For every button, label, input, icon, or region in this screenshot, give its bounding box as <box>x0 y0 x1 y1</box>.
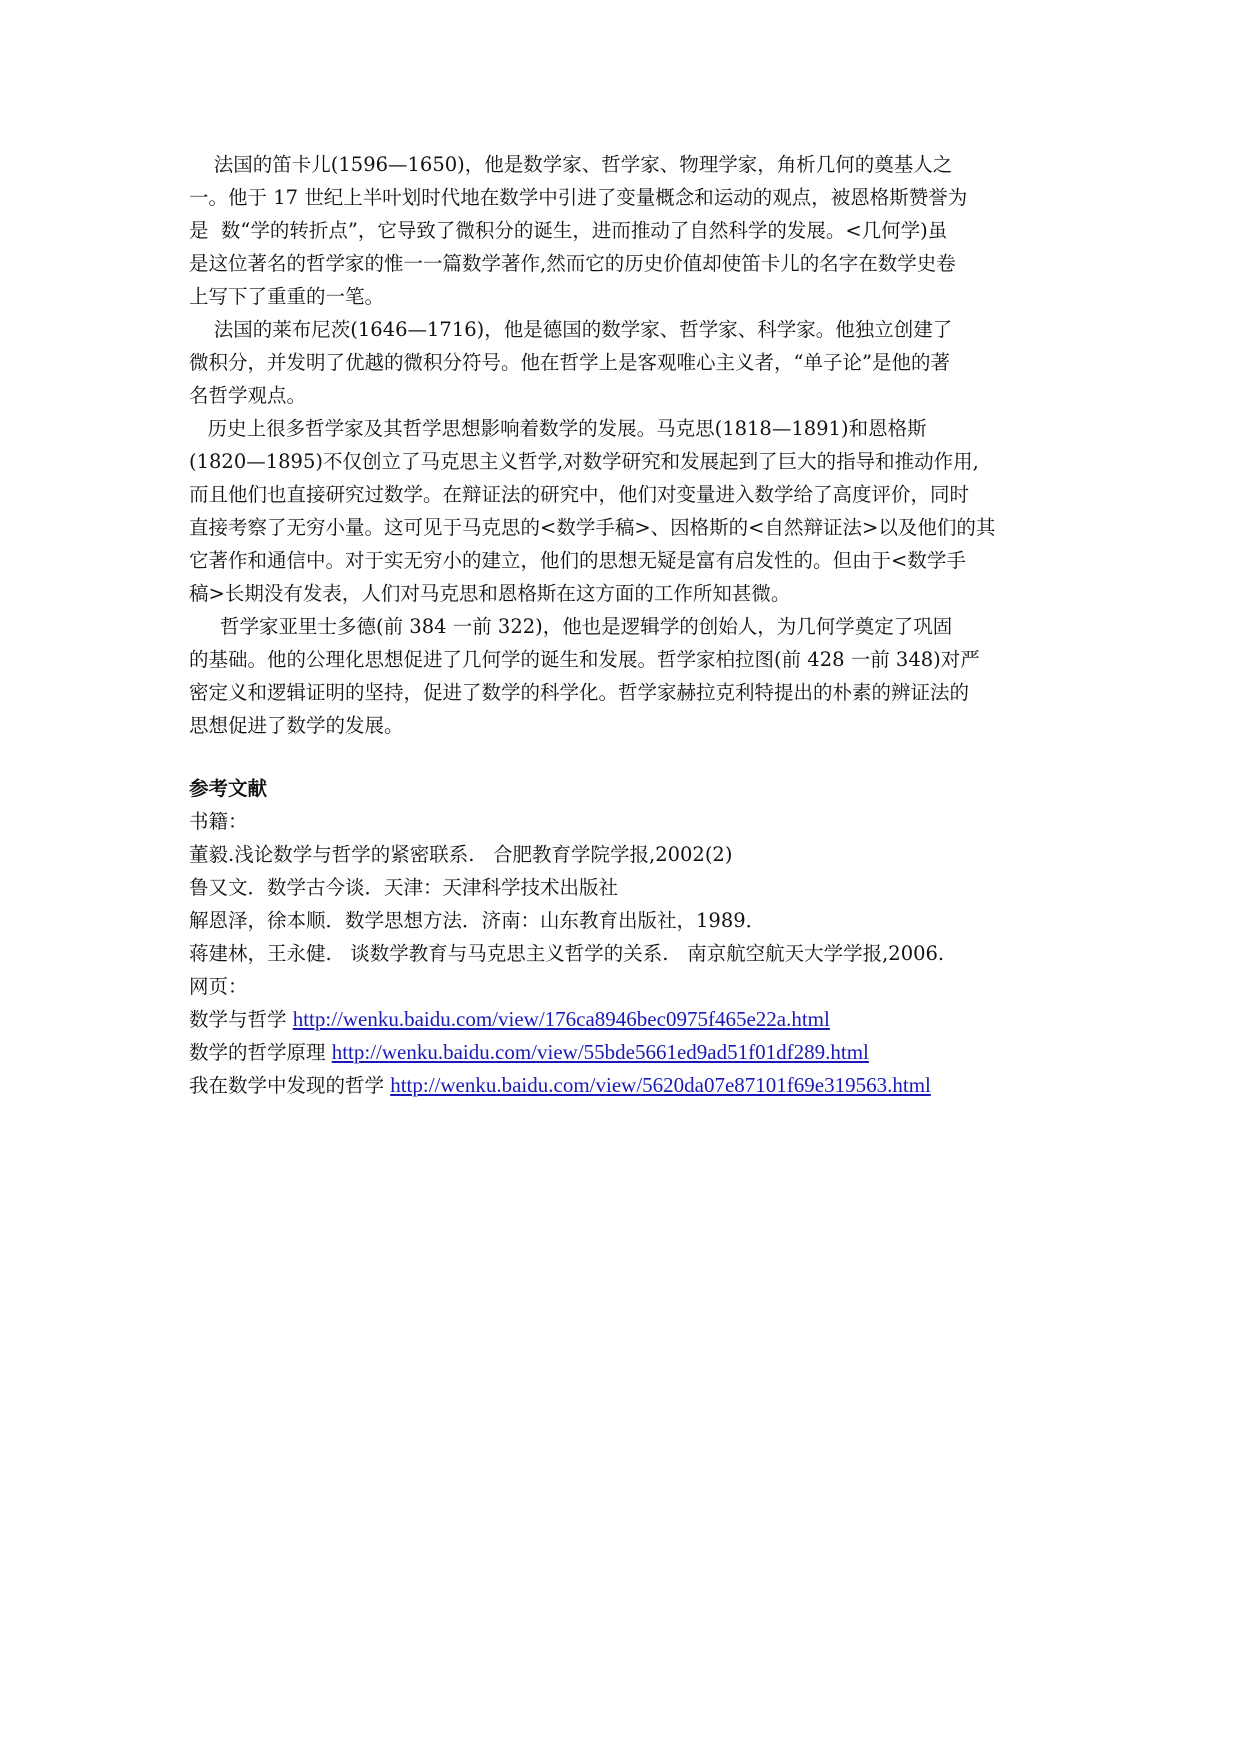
body-line: 而且他们也直接研究过数学。在辩证法的研究中，他们对变量进入数学给了高度评价，同时 <box>189 483 970 506</box>
web-reference-title: 我在数学中发现的哲学 <box>189 1074 391 1097</box>
web-reference-list <box>189 1003 1059 1102</box>
body-line: (1820—1895)不仅创立了马克思主义哲学,对数学研究和发展起到了巨大的指导和推动作用, <box>189 450 979 473</box>
body-line: 法国的笛卡儿(1596—1650)，他是数学家、哲学家、物理学家，角析几何的奠基人之 <box>189 153 953 176</box>
body-line: 是 数“学的转折点”，它导致了微积分的诞生，进而推动了自然科学的发展。<几何学)虽 <box>189 219 948 242</box>
body-line: 稿>长期没有发表，人们对马克思和恩格斯在这方面的工作所知甚微。 <box>189 582 791 605</box>
web-reference-link[interactable]: http://wenku.baidu.com/view/55bde5661ed9ad51f01df289.html <box>331 1040 869 1064</box>
body-line: 上写下了重重的一笔。 <box>189 285 385 308</box>
body-line: 法国的莱布尼茨(1646—1716)，他是德国的数学家、哲学家、科学家。他独立创建了 <box>189 318 953 341</box>
web-reference-link[interactable]: http://wenku.baidu.com/view/176ca8946bec0975f465e22a.html <box>292 1007 830 1031</box>
web-reference-title: 数学与哲学 <box>189 1008 293 1031</box>
book-reference: 蒋建林，王永健. 谈数学教育与马克思主义哲学的关系. 南京航空航天大学学报,2006. <box>189 942 945 965</box>
document-page <box>189 148 1059 1102</box>
books-label: 书籍： <box>189 810 248 833</box>
body-line: 直接考察了无穷小量。这可见于马克思的<数学手稿>、因格斯的<自然辩证法>以及他们的其 <box>189 516 996 539</box>
references-heading: 参考文献 <box>189 777 268 800</box>
body-line: 思想促进了数学的发展。 <box>189 714 404 737</box>
body-line: 哲学家亚里士多德(前 384 一前 322)，他也是逻辑学的创始人，为几何学奠定了巩固 <box>189 615 953 638</box>
paragraph-aristotle-plato <box>189 610 1059 742</box>
book-reference: 解恩泽，徐本顺．数学思想方法．济南：山东教育出版社，1989． <box>189 909 766 932</box>
body-line: 的基础。他的公理化思想促进了几何学的诞生和发展。哲学家柏拉图(前 428 一前 348)对严 <box>189 648 980 671</box>
web-label: 网页： <box>189 975 248 998</box>
paragraph-marx-engels <box>189 412 1059 610</box>
web-reference <box>189 1003 1059 1036</box>
body-line: 它著作和通信中。对于实无穷小的建立，他们的思想无疑是富有启发性的。但由于<数学手 <box>189 549 966 572</box>
body-line: 历史上很多哲学家及其哲学思想影响着数学的发展。马克思(1818—1891)和恩格斯 <box>189 417 927 440</box>
body-line: 名哲学观点。 <box>189 384 307 407</box>
body-line: 一。他于 17 世纪上半叶划时代地在数学中引进了变量概念和运动的观点，被恩格斯赞誉为 <box>189 186 968 209</box>
book-reference: 董毅.浅论数学与哲学的紧密联系. 合肥教育学院学报,2002(2) <box>189 843 733 866</box>
body-line: 是这位著名的哲学家的惟一一篇数学著作,然而它的历史价值却使笛卡儿的名字在数学史卷 <box>189 252 956 275</box>
paragraph-descartes <box>189 148 1059 313</box>
book-reference-list <box>189 838 1059 970</box>
body-line: 密定义和逻辑证明的坚持，促进了数学的科学化。哲学家赫拉克利特提出的朴素的辨证法的 <box>189 681 970 704</box>
web-reference-link[interactable]: http://wenku.baidu.com/view/5620da07e87101f69e319563.html <box>390 1073 931 1097</box>
web-reference <box>189 1036 1059 1069</box>
web-reference <box>189 1069 1059 1102</box>
web-reference-title: 数学的哲学原理 <box>189 1041 332 1064</box>
paragraph-leibniz <box>189 313 1059 412</box>
book-reference: 鲁又文．数学古今谈．天津：天津科学技术出版社 <box>189 876 619 899</box>
body-line: 微积分，并发明了优越的微积分符号。他在哲学上是客观唯心主义者，“单子论”是他的著 <box>189 351 950 374</box>
